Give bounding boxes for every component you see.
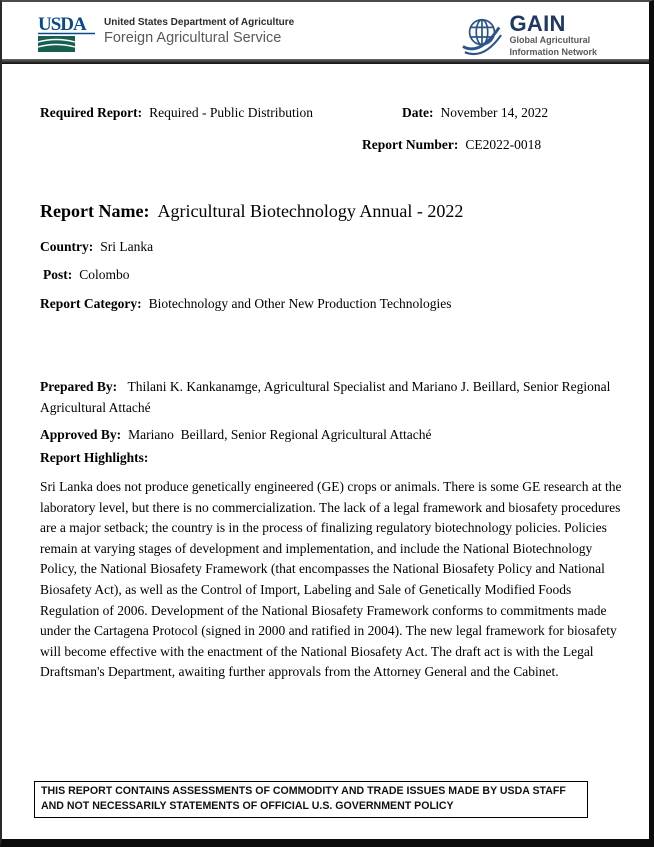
date-label: Date: (402, 105, 434, 120)
gain-subtitle-line2: Information Network (509, 46, 597, 57)
date-value: November 14, 2022 (440, 105, 549, 120)
gain-acronym: GAIN (509, 11, 566, 36)
post-label: Post: (43, 267, 73, 282)
usda-agency-line: Foreign Agricultural Service (104, 30, 282, 46)
report-number-label: Report Number: (362, 137, 459, 152)
report-number-value: CE2022-0018 (465, 137, 542, 152)
required-report-value: Required - Public Distribution (149, 105, 313, 120)
report-category-field (40, 296, 451, 312)
country-field (40, 239, 153, 255)
approved-by-label: Approved By: (40, 427, 122, 442)
usda-logo-icon (38, 14, 96, 59)
report-name-heading (40, 201, 463, 222)
post-value: Colombo (79, 267, 130, 282)
gain-subtitle-line1: Global Agricultural (509, 34, 591, 45)
prepared-by-value: Thilani K. Kankanamge, Agricultural Specialist and Mariano J. Beillard, Senior Regional Agricultural Attaché (40, 379, 611, 415)
report-name-value: Agricultural Biotechnology Annual - 2022 (157, 201, 464, 221)
disclaimer-box: THIS REPORT CONTAINS ASSESSMENTS OF COMMODITY AND TRADE ISSUES MADE BY USDA STAFF AND NOT NECESSARILY STATEMENTS OF OFFICIAL U.S. GOVERNMENT POLICY (34, 781, 588, 818)
post-field (43, 267, 130, 283)
report-highlights-label: Report Highlights: (40, 450, 149, 465)
page-header (2, 2, 649, 57)
header-divider (2, 59, 649, 64)
prepared-by-label: Prepared By: (40, 379, 118, 394)
required-report-label: Required Report: (40, 105, 143, 120)
usda-text-block (104, 14, 294, 47)
gain-logo-block (461, 11, 597, 63)
country-value: Sri Lanka (100, 239, 154, 254)
report-highlights-text: Sri Lanka does not produce genetically engineered (GE) crops or animals. There is some GE research at the laboratory level, but there is no commercialization. The lack of a legal framework and biosafety procedures are a major setback; the country is in the process of finalizing regulatory biotechnology policies. Policies remain at varying stages of development and implementation, and include the National Biotechnology Policy, the National Biosafety Framework (that encompasses the National Biosafety Policy and National Biosafety Act), as well as the Control of Import, Labeling and Sale of Genetically Modified Foods Regulation of 2006. Development of the National Biosafety Framework conforms to commitments made under the Cartagena Protocol (signed in 2000 and ratified in 2004). The new legal framework for biosafety will become effective with the enactment of the National Biosafety Act. The draft act is with the Legal Draftsman's Department, awaiting further approvals from the Attorney General and the Cabinet. (40, 479, 622, 680)
report-number-field (362, 137, 541, 153)
usda-logo-block (38, 14, 294, 59)
gain-text-block (509, 11, 597, 58)
meta-row-1 (40, 105, 620, 121)
approved-by-value: Mariano Beillard, Senior Regional Agricultural Attaché (128, 427, 432, 442)
report-name-label: Report Name: (40, 201, 150, 221)
gain-globe-icon (461, 14, 503, 63)
report-category-label: Report Category: (40, 296, 142, 311)
prepared-by-field (40, 377, 622, 418)
approved-by-field (40, 425, 622, 446)
country-label: Country: (40, 239, 94, 254)
date-field (402, 105, 548, 121)
usda-department-line: United States Department of Agriculture (104, 17, 295, 28)
required-report-field (40, 105, 313, 120)
svg-text:USDA: USDA (38, 14, 86, 35)
report-category-value: Biotechnology and Other New Production Technologies (148, 296, 452, 311)
